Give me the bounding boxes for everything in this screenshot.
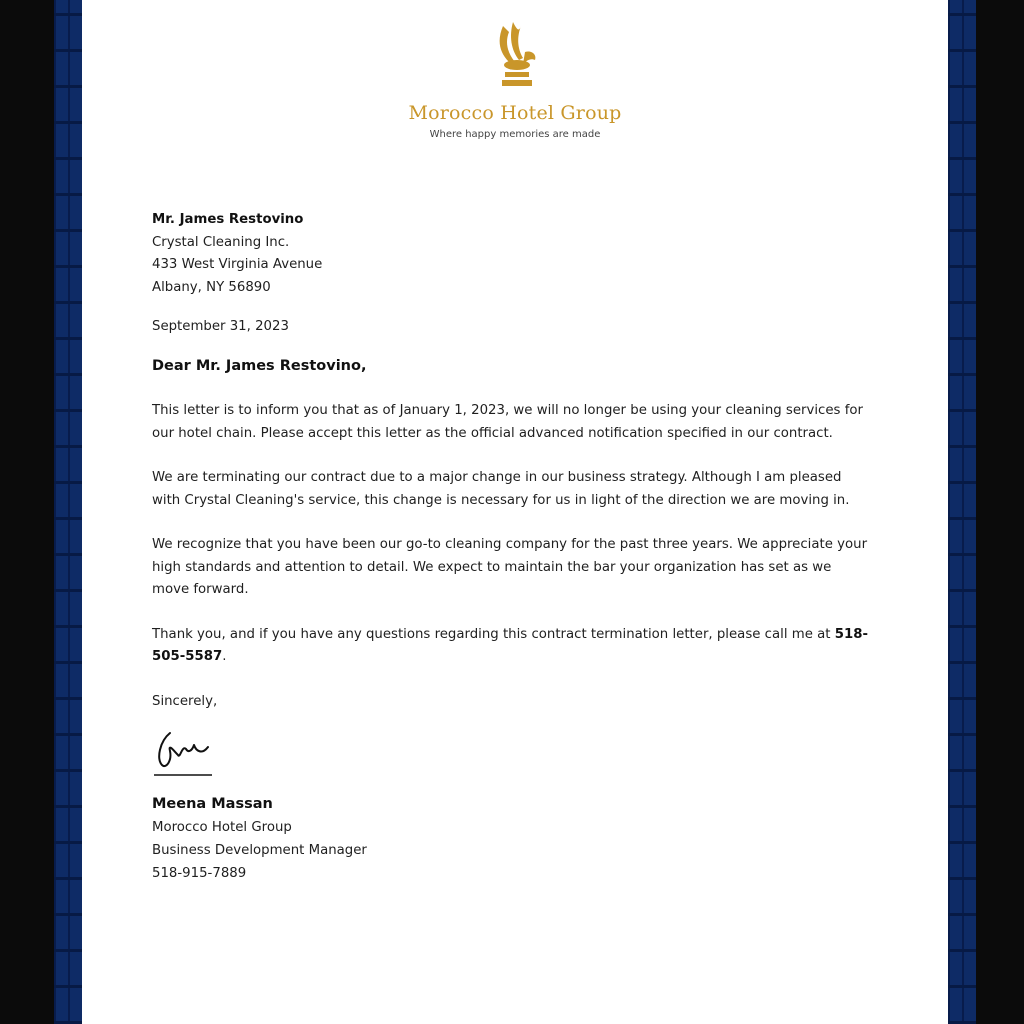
paragraph-2: We are terminating our contract due to a major change in our business strategy. Although I am pleased with Crystal Cleaning's service, this change is necessary for us in light of the direction we are moving in.: [152, 470, 850, 508]
sender-title: Business Development Manager: [152, 842, 367, 858]
greeting: Dear Mr. James Restovino,: [152, 358, 367, 374]
recipient-address: [152, 209, 872, 299]
paragraph-3: We recognize that you have been our go-to cleaning company for the past three years. We appreciate your high standards and attention to detail. We expect to maintain the bar your organization has set as we move forward.: [152, 537, 868, 597]
paragraph-4-text: Thank you, and if you have any questions regarding this contract termination letter, please call me at: [152, 626, 835, 642]
recipient-city: Albany, NY 56890: [152, 279, 271, 295]
recipient-street: 433 West Virginia Avenue: [152, 257, 323, 272]
signature-mark: [152, 721, 216, 779]
brand-name: Morocco Hotel Group: [408, 102, 622, 124]
sender-block: [152, 793, 872, 885]
sender-company: Morocco Hotel Group: [152, 819, 292, 835]
sender-phone: 518-915-7889: [152, 865, 247, 881]
right-tile-border: [948, 0, 976, 1024]
letterhead: [82, 18, 948, 140]
contact-phone: 518-505-5587: [152, 626, 868, 664]
flame-torch-icon: [487, 18, 543, 98]
paragraph-1: This letter is to inform you that as of January 1, 2023, we will no longer be using your cleaning services for our hotel chain. Please accept this letter as the official advanced notification specified in our contract.: [152, 403, 863, 441]
brand-tagline: Where happy memories are made: [429, 129, 601, 140]
recipient-name: Mr. James Restovino: [152, 212, 304, 227]
left-tile-border: [54, 0, 82, 1024]
recipient-company: Crystal Cleaning Inc.: [152, 234, 290, 250]
signature: [152, 721, 872, 787]
letter-page: [82, 0, 948, 1024]
paragraph-4: [152, 624, 872, 669]
paragraph-4-end: .: [222, 649, 227, 664]
sender-name: Meena Massan: [152, 795, 273, 812]
closing: Sincerely,: [152, 693, 218, 709]
letter-date: September 31, 2023: [152, 319, 289, 334]
letter-content: [152, 209, 872, 885]
